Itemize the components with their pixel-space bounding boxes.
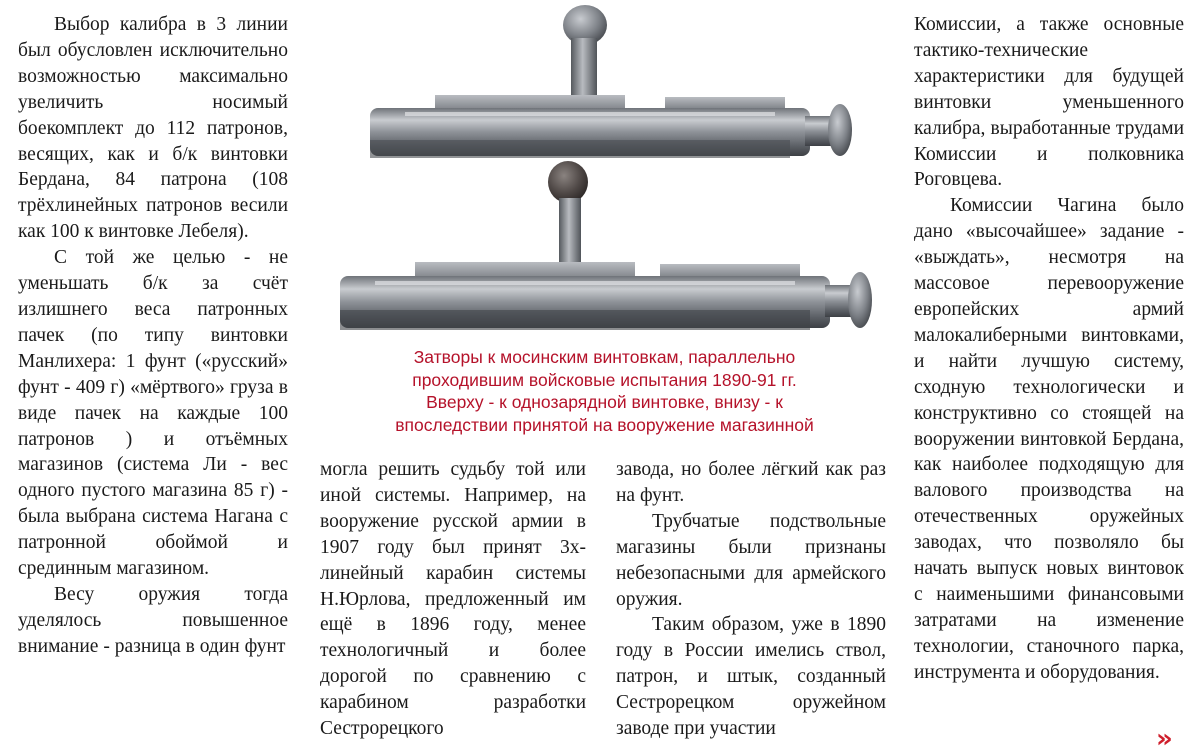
upper-bolt: [370, 5, 852, 158]
text-column-1: [18, 12, 288, 660]
caption-line: Вверху - к однозарядной винтовке, внизу - к: [426, 392, 783, 412]
paragraph: Весу оружия тогда уделялось повышенное внимание - разница в один фунт: [18, 583, 288, 657]
caption-line: впоследствии принятой на вооружение магазинной: [395, 414, 814, 435]
paragraph: Комиссии Чагина было дано «высочайшее» задание - «выждать», несмотря на массовое перевооружение европейских армий малокалиберными винтовками, и найти лучшую систему, сходную технологически и конструктивно со стоящей на вооружении винтовкой Бердана, как наиболее подходящую для валового производства на отечественных оружейных заводах, что позволяло бы начать выпуск новых винтовок с наименьшими финансовыми затратами на изменение технологии, станочного парка, инструмента и оборудования.: [914, 195, 1184, 683]
paragraph: Комиссии, а также основные тактико-технические характеристики для будущей винтовки уменьшенного калибра, выработанные трудами Комиссии и полковника Роговцева.: [914, 14, 1184, 191]
paragraph: Выбор калибра в 3 линии был обусловлен исключительно возможностью максимально увеличить носимый боекомплект до 112 патронов, весящих, как и б/к винтовки Бердана, 84 патрона (108 трёхлинейных патронов весили как 100 к винтовке Лебеля).: [18, 14, 288, 243]
text-column-2: [320, 457, 586, 742]
text-column-3: [616, 457, 886, 742]
rifle-bolts-illustration: [335, 0, 875, 345]
lower-bolt: [340, 161, 872, 330]
caption-line: Затворы к мосинским винтовкам, параллельно: [413, 347, 796, 367]
paragraph: Трубчатые подствольные магазины были признаны небезопасными для армейского оружия.: [616, 510, 886, 610]
paragraph: могла решить судьбу той или иной системы. Например, на вооружение русской армии в 1907 году был принят 3х-линейный карабин системы Н.Юрлова, предложенный им ещё в 1896 году, менее технологичный и более дорогой по сравнению с карабином разработки Сестрорецкого: [320, 459, 586, 740]
caption-line: проходившим войсковые испытания 1890-91 гг.: [412, 369, 797, 390]
text-column-4: [914, 12, 1184, 686]
paragraph: С той же целью - не уменьшать б/к за счёт излишнего веса патронных пачек (по типу винтовки Манлихера: 1 фунт («русский» фунт - 409 г) «мёртвого» груза в виде пачек на каждые 100 патронов ) и отъёмных магазинов (система Ли - вес одного пустого магазина 85 г) - была выбрана система Нагана с патронной обоймой и срединным магазином.: [18, 247, 288, 580]
rifle-bolts-photo: [335, 0, 875, 345]
next-page-arrow-icon[interactable]: »: [1156, 724, 1173, 754]
paragraph: завода, но более лёгкий как раз на фунт.: [616, 459, 886, 506]
photo-caption: [312, 346, 897, 436]
paragraph: Таким образом, уже в 1890 году в России имелись ствол, патрон, и штык, созданный Сестрорецком оружейном заводе при участии: [616, 614, 886, 740]
